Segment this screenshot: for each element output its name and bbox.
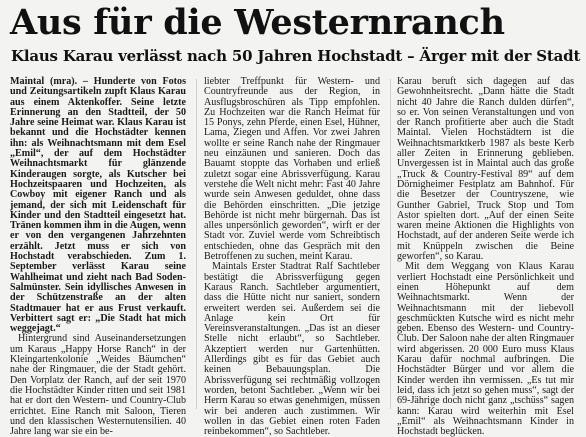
article-column-1 (10, 76, 186, 437)
column-divider (390, 79, 391, 409)
body-paragraph: Mit dem Weggang von Klaus Karau verliert Hochstadt eine Persönlichkeit und einen Höhepunkt auf dem Weihnachtsmarkt. Wenn der Weihnachtsmann mit der liebevoll geschmückten Kutsche wird es nicht mehr geben. Ebenso des Western- und Country-Club. Der Saloon nahe der alten Ringmauer wird abgerissen. 20 000 Euro muss Klaus Karau dafür nochmal aufbringen. Die Hochstädter Bürger und vor allem die Kinder werden ihn vermissen. „Es tut mir leid, dass ich jetzt so gehen muss“, sagt der 69-Jährige doch nicht ganz „tschüss“ sagen kann: Karau wird weiterhin mit Esel „Emil“ als Weihnachtsmann Kinder in Hochstadt beglücken. (397, 261, 574, 437)
lead-text: – Hunderte von Fotos und Zeitungsartikeln zupft Klaus Karau aus einem Aktenkoffer. Seine letzte Erinnerung an den Stadtteil, der 50 Jahre seine Heimat war. Klaus Karau ist bekannt und die Hochstädter kennen ihn: als Weihnachtsmann mit dem Esel „Emil“, der auf dem Hochstädter Weihnachtsmarkt für glänzende Kinderaugen sorgte, als Kutscher bei Hochzeitspaaren und Hochzeiten, als Cowboy mit eigener Ranch und als jemand, der sich mit Leidenschaft für Kinder und den Stadtteil eingesetzt hat. Tränen kommen ihm in die Augen, wenn er von den vergangenen Jahrzehnten erzählt. Jetzt muss er sich von Hochstadt verabschieden. Zum 1. September verlässt Karau seine Wahlheimat und zieht nach Bad Soden-Salmünster. Sein idyllisches Anwesen in der Schützenstraße an der alten Stadtmauer hat er aus Frust verkauft. Verbittert sagt er: „Die Stadt hat mich weggejagt.“ (10, 76, 186, 335)
body-paragraph: Karau beruft sich dagegen auf das Gewohnheitsrecht. „Dann hätte die Stadt nicht 40 Jahre die Ranch dulden dürfen“, so er. Von seinen Veranstaltungen und von der Ranch profitierte aber auch die Stadt Maintal. Vielen Hochstädtern ist die Weihnachtsmarktkerb 1987 als beste Kerb aller Zeiten in Erinnerung geblieben. Unvergessen ist in Maintal auch das große „Truck & Country-Festival 89“ auf dem Dörnigheimer Festplatz am Bahnhof. Für die Besetzer der Countryszene, wie Gunther Gabriel, Truck Stop und Tom Astor spielten dort. „Auf der einen Seite waren meine Aktionen die Highlights von Hochstadt, auf der anderen Seite werde ich mit Knüppeln zwischen die Beine geworfen“, so Karau. (397, 76, 574, 263)
body-paragraph: Hintergrund sind Auseinandersetzungen um Karaus „Happy Horse Ranch“ in der Kleingartenkolonie „Weides Bäumchen“ nahe der Ringmauer, die der Stadt gehört. Den Vorplatz der Ranch, auf der seit 1970 die Hochstädter Kinder ritten und seit 1981 hat er dort den Western- und Country-Club errichtet. Eine Ranch mit Saloon, Tieren und den klassischen Westernutensilien. 40 Jahre lang war sie ein be- (10, 333, 186, 437)
lead-paragraph (10, 77, 186, 334)
dateline: Maintal (mra). (10, 76, 78, 87)
body-paragraph: Maintals Erster Stadtrat Ralf Sachtleber bestätigt die Abrissverfügung gegen Karaus Ranch. Sachtleber argumentiert, dass die Hütte nicht nur saniert, sondern erweitert werden sei. Außerdem sei die Anlage kein Ort für Vereinsveranstaltungen. „Das ist an dieser Stelle nicht erlaubt“, so Sachtleber. Akzeptiert werden nur Gartenhütten. Allerdings gibt es für das Gebiet auch keinen Bebauungsplan. Die Abrissverfügung sei rechtmäßig vollzogen worden, betont Sachtleber. „Wenn wir bei Herrn Karau so etwas genehmigen, müssen wir bei anderen auch zustimmen. Wir wollen in das Gebiet einen roten Faden reinbekommen“, so Sachtleber. (204, 261, 380, 437)
article-column-3 (397, 76, 574, 437)
article-subheadline: Klaus Karau verlässt nach 50 Jahren Hochstadt – Ärger mit der Stadt (11, 47, 581, 65)
body-paragraph: liebter Treffpunkt für Western- und Countryfreunde aus der Region, in Ausflugsbroschüren als Tipp empfohlen. Zu Hochzeiten war die Ranch Heimat für 15 Ponys, zehn Pferde, einen Esel, Hühner, Lama, Ziegen und Affen. Vor zwei Jahren wollte er seine Ranch nahe der Ringmauer neu einzäunen und sanieren. Doch das Bauamt stoppte das Vorhaben und erließ zuletzt sogar eine Abrissverfügung. Karau verstehe die Welt nicht mehr: Fast 40 Jahre wurde sein Anwesen geduldet, ohne dass die Behörden einschritten. „Die jetzige Behörde ist nicht mehr bürgernah. Das ist alles unpersönlich geworden“, wirft er der Stadt vor. Zuviel werde vom Schreibtisch entschieden, ohne das Gespräch mit den Betroffenen zu suchen, meint Karau. (204, 76, 380, 263)
column-divider (196, 79, 197, 409)
article-headline: Aus für die Westernranch (10, 2, 505, 43)
article-column-2 (204, 76, 380, 437)
